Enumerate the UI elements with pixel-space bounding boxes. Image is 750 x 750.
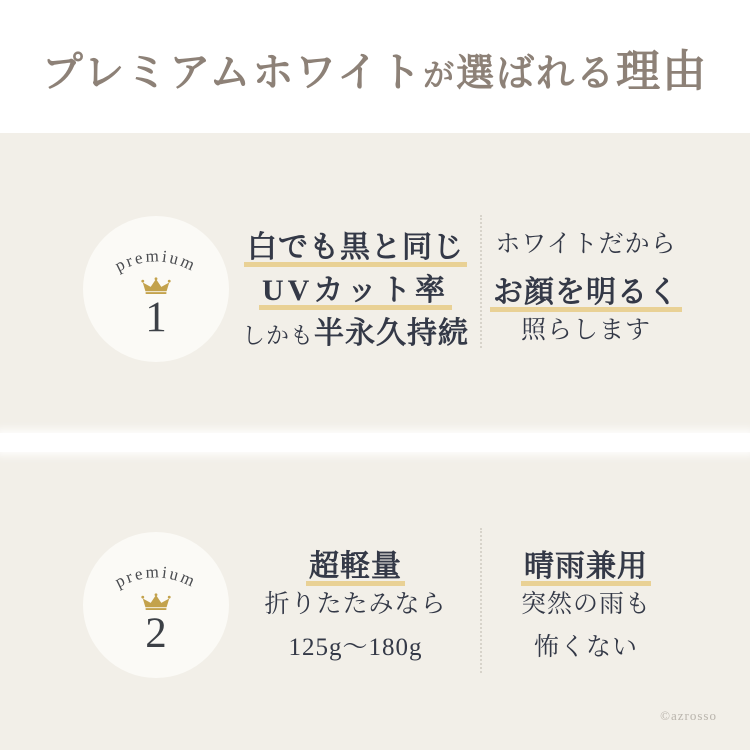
benefit-line: お顔を明るく	[488, 267, 684, 310]
badge-number: 2	[145, 610, 167, 657]
reason-section-2	[0, 452, 750, 750]
benefit-line: 晴雨兼用	[488, 541, 684, 584]
premium-badge-2	[83, 532, 229, 678]
badge-number: 1	[145, 294, 167, 341]
section-divider-band	[0, 433, 750, 452]
benefit-line: 怖くない	[533, 634, 638, 661]
header	[0, 0, 750, 133]
feature-text-1	[233, 222, 478, 351]
feature-line: しかも 半永久持続	[242, 317, 469, 350]
benefit-line: 照らします	[520, 317, 651, 344]
crown-icon	[141, 593, 171, 611]
feature-line: 白でも黒と同じ	[233, 222, 478, 265]
dotted-divider	[480, 528, 482, 673]
title-segment: 理由	[616, 46, 709, 96]
benefit-line: ホワイトだから	[495, 231, 677, 258]
feature-line: UVカット率	[233, 265, 478, 308]
benefit-text-1	[488, 224, 684, 353]
premium-badge-1	[83, 216, 229, 362]
svg-text:premium: premium	[111, 246, 200, 276]
benefit-line: 突然の雨も	[520, 591, 651, 618]
feature-line: 超軽量	[233, 541, 478, 584]
title-segment: 選ばれる	[456, 52, 617, 95]
title-segment: プレミアムホワイト	[41, 48, 424, 95]
benefit-text-2	[488, 541, 684, 670]
reason-section-1	[0, 133, 750, 434]
svg-text:premium: premium	[111, 562, 200, 592]
crown-icon	[141, 277, 171, 295]
page-title	[42, 35, 708, 99]
dotted-divider	[480, 215, 482, 348]
title-segment: が	[423, 57, 457, 93]
feature-line: 折りたたみなら	[264, 591, 447, 618]
feature-line: 125g〜180g	[288, 634, 423, 661]
feature-text-2	[233, 541, 478, 670]
copyright-watermark: ©azrosso	[660, 708, 717, 723]
